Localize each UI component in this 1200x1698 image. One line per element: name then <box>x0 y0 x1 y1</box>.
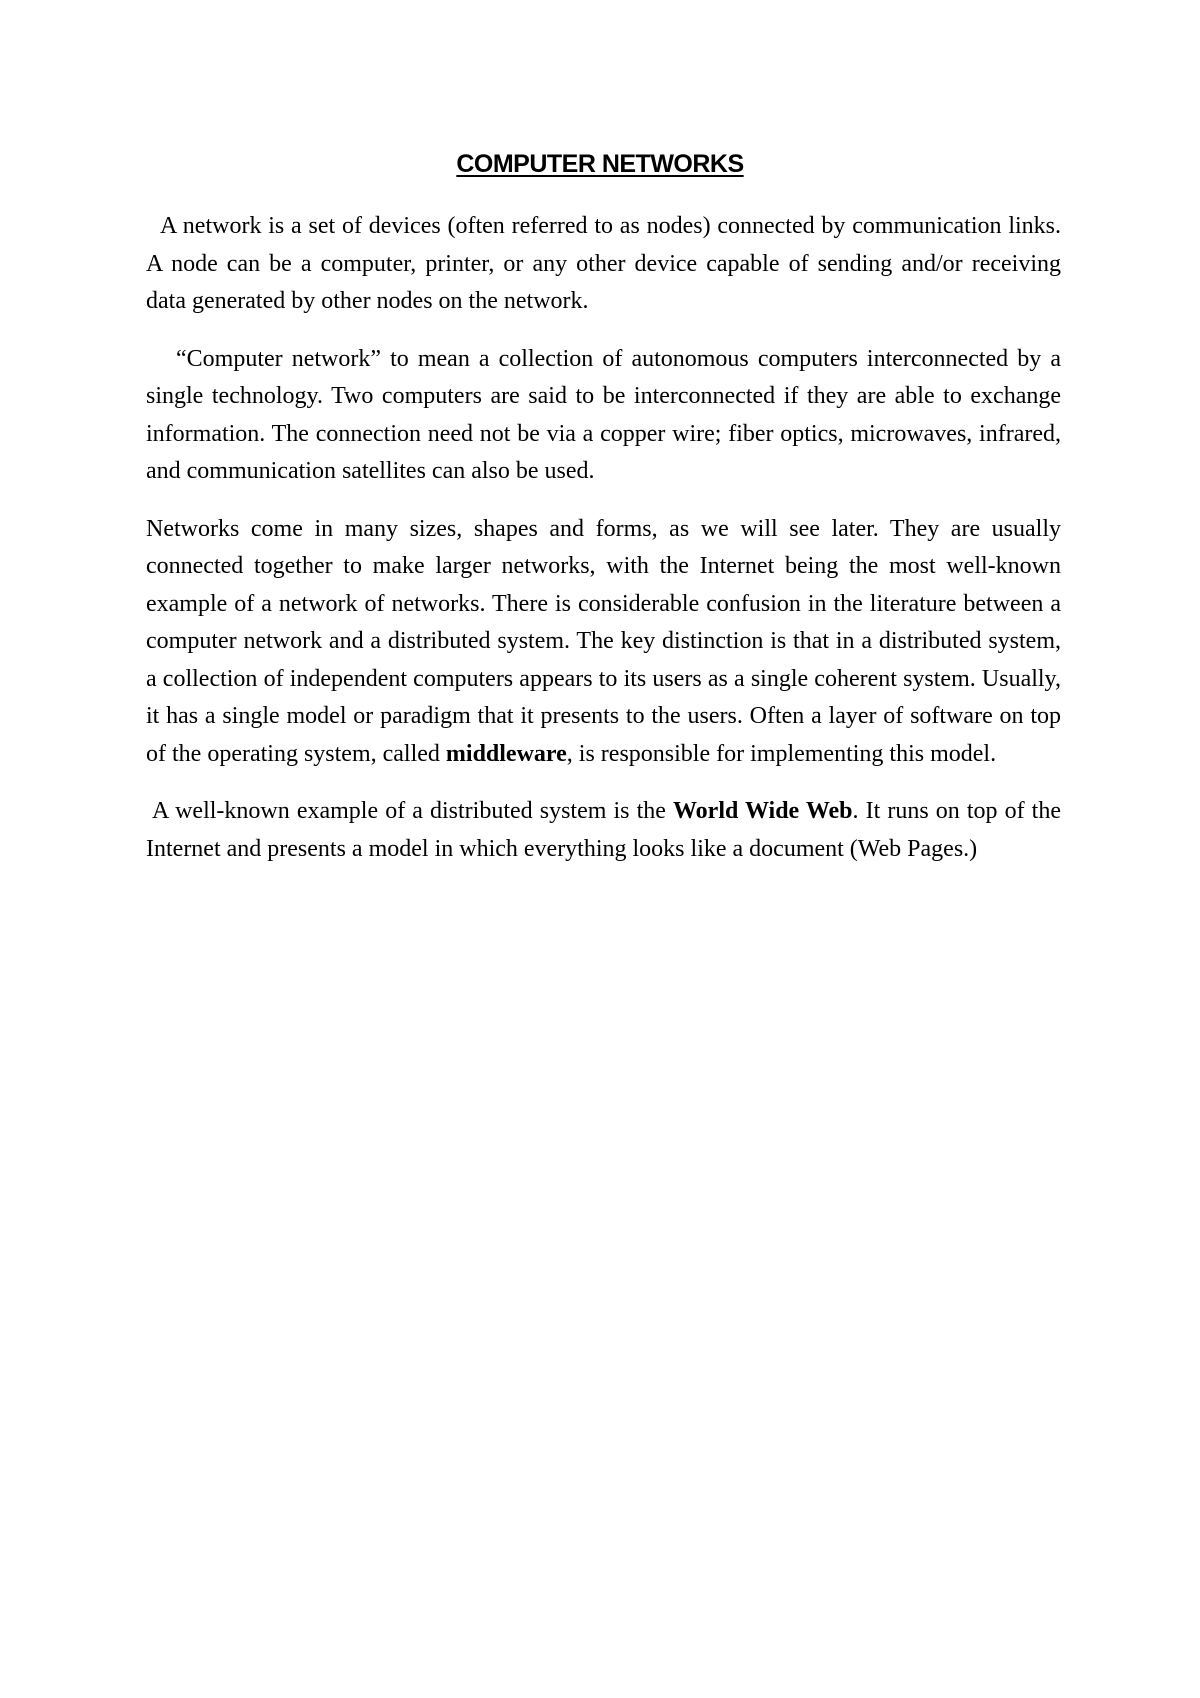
world-wide-web-term: World Wide Web <box>672 798 853 824</box>
document-title: COMPUTER NETWORKS <box>456 150 744 178</box>
paragraph-text: Networks come in many sizes, shapes and forms, as we will see later. They are usually connected together to make larger networks, with the Internet being the most well-known example of a network of networks. There is considerable confusion in the literature between a computer network and a distributed system. The key distinction is that in a distributed system, a collection of independent computers appears to its users as a single coherent system. Usually, it has a single model or paradigm that it presents to the users. Often a layer of software on top of the operating system, called <box>146 515 1061 767</box>
paragraph-distributed-system <box>146 511 1061 774</box>
paragraph-network-definition: A network is a set of devices (often referred to as nodes) connected by communication links. A node can be a computer, printer, or any other device capable of sending and/or receiving data generated by other nodes on the network. <box>146 213 1061 314</box>
paragraph-computer-network: “Computer network” to mean a collection of autonomous computers interconnected by a single technology. Two computers are said to be interconnected if they are able to exchange information. The connection need not be via a copper wire; fiber optics, microwaves, infrared, and communication satellites can also be used. <box>146 345 1061 484</box>
middleware-term: middleware <box>445 740 567 767</box>
paragraph-world-wide-web <box>146 793 1061 868</box>
paragraph-text: , is responsible for implementing this model. <box>566 740 997 767</box>
document-body <box>146 208 1061 888</box>
paragraph-text: . It runs on top of the Internet and presents a model in which everything looks like a document (Web Pages.) <box>146 798 1062 862</box>
paragraph-text: A well-known example of a distributed system is the <box>152 798 673 824</box>
